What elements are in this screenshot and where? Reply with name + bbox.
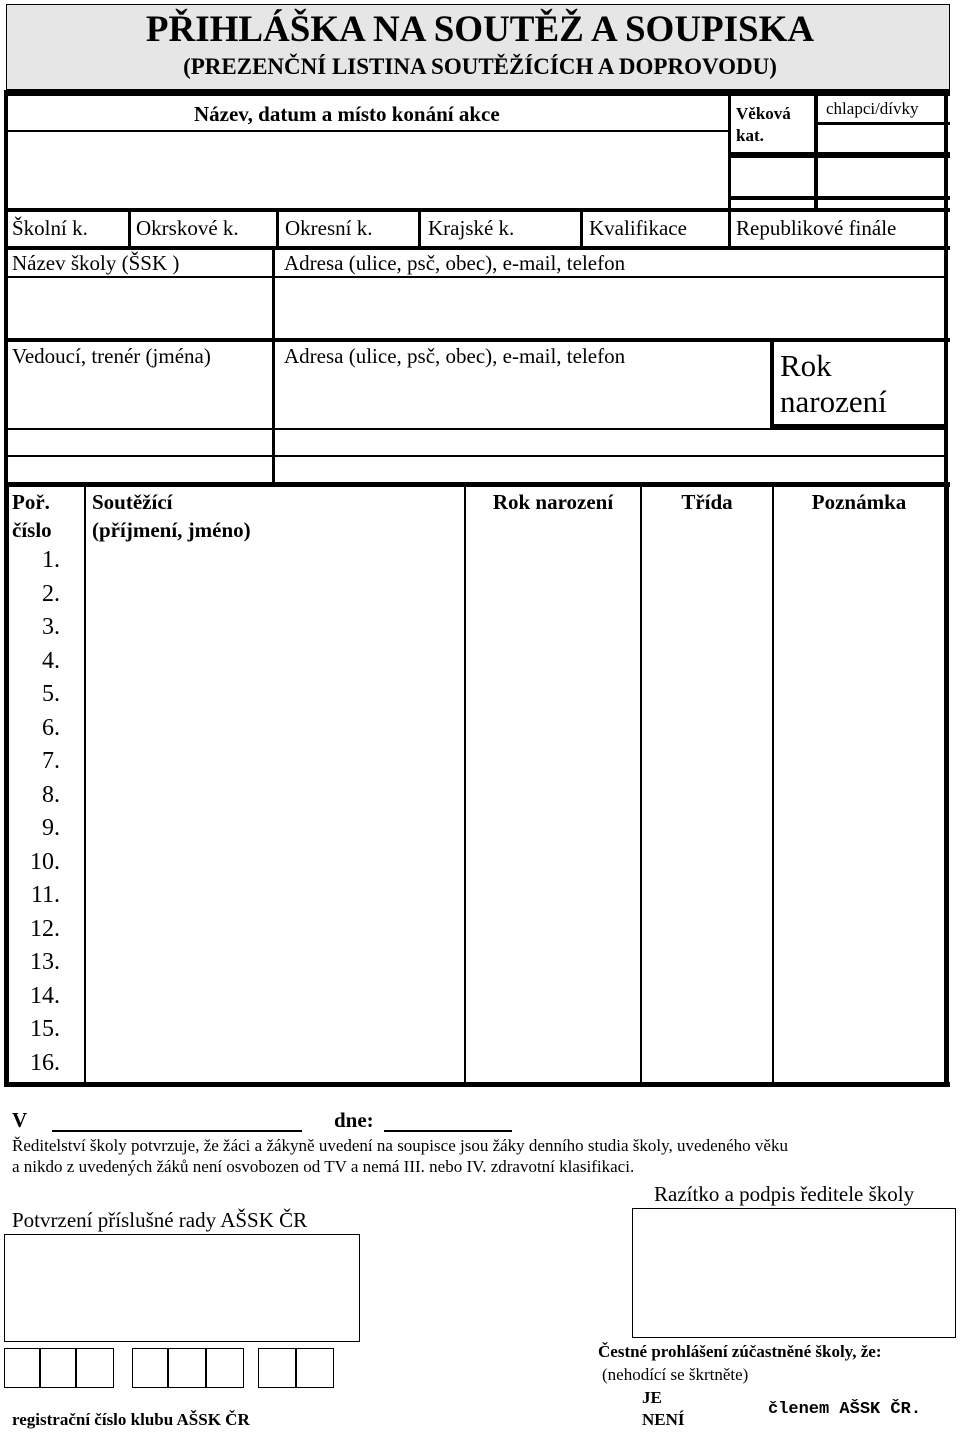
col-order-1: Poř. [12,490,50,514]
council-label: Potvrzení příslušné rady AŠSK ČR [12,1208,308,1232]
roster-row-number: 13. [30,949,60,975]
reg-box-7[interactable] [258,1348,296,1388]
gender-field[interactable] [820,160,942,194]
form-title: PŘIHLÁŠKA NA SOUTĚŽ A SOUPISKA [145,9,815,50]
competitor-name-field[interactable] [88,949,462,979]
leader-1-birth-field[interactable] [776,430,942,454]
col-class: Třída [681,490,733,514]
reg-box-6[interactable] [206,1348,244,1388]
honest-declaration-note: (nehodící se škrtněte) [602,1365,749,1384]
form-subtitle: (PREZENČNÍ LISTINA SOUTĚŽÍCÍCH A DOPROVODU) [183,54,777,79]
col-note: Poznámka [811,490,907,514]
school-address-label: Adresa (ulice, psč, obec), e-mail, telefon [284,251,626,275]
competitor-name-field[interactable] [88,648,462,678]
age-category-label-2: kat. [736,126,764,145]
competitor-name-field[interactable] [88,614,462,644]
reg-box-8[interactable] [296,1348,334,1388]
school-address-field[interactable] [278,280,942,338]
roster-row-number: 9. [42,815,60,841]
statement-line-1: Ředitelství školy potvrzuje, že žáci a žákyně uvedení na soupisce jsou žáky denního studia školy, uvedeného věku [12,1136,788,1155]
option-yes[interactable]: JE [642,1388,662,1407]
competitor-name-field[interactable] [88,916,462,946]
roster-row-number: 5. [42,681,60,707]
competitor-name-field[interactable] [88,715,462,745]
leaders-birth-label-1: Rok [780,348,832,383]
competitor-name-field[interactable] [88,849,462,879]
reg-box-1[interactable] [4,1348,40,1388]
leaders-address-label: Adresa (ulice, psč, obec), e-mail, telefon [284,344,626,368]
school-name-label: Název školy (ŠSK ) [12,251,180,275]
roster-row-number: 7. [42,748,60,774]
competitor-name-field[interactable] [88,748,462,778]
leaders-name-label: Vedoucí, trenér (jména) [12,344,211,368]
competitor-name-field[interactable] [88,1016,462,1046]
reg-box-5[interactable] [168,1348,206,1388]
level-region[interactable]: Krajské k. [428,216,515,240]
age-category-field[interactable] [733,160,813,194]
col-birth-year: Rok narození [492,490,614,514]
col-order-2: číslo [12,518,52,542]
roster-row-number: 4. [42,647,60,674]
competitor-name-field[interactable] [88,882,462,912]
age-category-label-1: Věková [736,104,791,123]
statement-line-2: a nikdo z uvedených žáků není osvobozen od TV a nemá III. nebo IV. zdravotní klasifikaci. [12,1157,635,1176]
event-name-label: Název, datum a místo konání akce [194,102,500,126]
leader-1-address-field[interactable] [278,430,768,454]
roster-row-number: 1. [42,547,60,573]
place-label: V [12,1108,28,1132]
roster-row-number: 3. [42,614,60,640]
date-field[interactable] [384,1130,512,1132]
roster-row-number: 11. [30,882,60,908]
gender-label: chlapci/dívky [826,99,919,118]
honest-declaration-title: Čestné prohlášení zúčastněné školy, že: [598,1342,882,1361]
level-national-final[interactable]: Republikové finále [736,216,897,240]
roster-row-number: 6. [42,714,60,741]
competitor-name-field[interactable] [88,983,462,1013]
level-district[interactable]: Okrskové k. [136,216,239,240]
place-field[interactable] [52,1130,302,1132]
roster-row-number: 2. [42,580,60,607]
competitor-name-field[interactable] [88,581,462,611]
roster-row-number: 14. [30,982,60,1009]
leader-2-name-field[interactable] [10,457,270,482]
roster-row-number: 16. [30,1049,60,1076]
roster-row-number: 15. [30,1016,60,1042]
level-qualification[interactable]: Kvalifikace [589,216,687,240]
reg-box-2[interactable] [40,1348,76,1388]
competitor-name-field[interactable] [88,815,462,845]
competitor-name-field[interactable] [88,782,462,812]
roster-row-number: 10. [30,848,60,875]
leaders-birth-label-2: narození [780,384,887,419]
leader-2-birth-field[interactable] [776,457,942,482]
date-label: dne: [334,1108,374,1132]
col-competitor-2: (příjmení, jméno) [92,518,251,542]
school-name-field[interactable] [10,280,270,338]
reg-box-4[interactable] [132,1348,168,1388]
reg-number-label: registrační číslo klubu AŠSK ČR [12,1410,250,1429]
stamp-signature-box[interactable] [632,1208,956,1338]
leader-2-address-field[interactable] [278,457,768,482]
council-confirmation-box[interactable] [4,1234,360,1342]
level-county[interactable]: Okresní k. [285,216,373,240]
level-school[interactable]: Školní k. [12,216,88,240]
event-name-field[interactable] [10,134,724,204]
stamp-label: Razítko a podpis ředitele školy [654,1182,915,1206]
roster-row-number: 12. [30,915,60,942]
leader-1-name-field[interactable] [10,430,270,454]
competitor-name-field[interactable] [88,1050,462,1080]
member-label: členem AŠSK ČR. [768,1400,922,1419]
reg-box-3[interactable] [76,1348,114,1388]
competitor-name-field[interactable] [88,681,462,711]
roster-row-number: 8. [42,781,60,808]
competitor-name-field[interactable] [88,547,462,577]
option-no[interactable]: NENÍ [642,1410,685,1429]
col-competitor-1: Soutěžící [92,490,173,514]
